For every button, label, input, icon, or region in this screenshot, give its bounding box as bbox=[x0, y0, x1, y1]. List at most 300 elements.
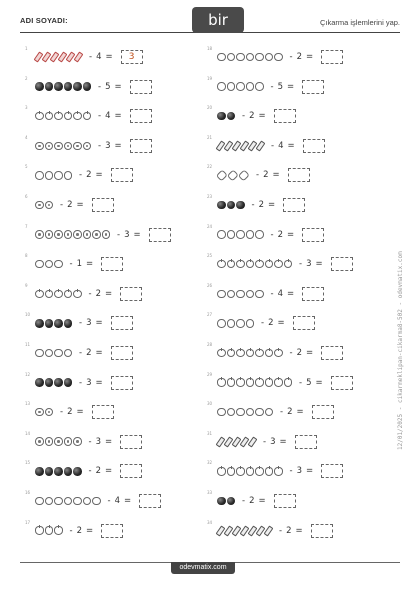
outline-icon bbox=[227, 82, 236, 91]
outline-icon bbox=[255, 82, 264, 91]
exercise-number: 12 bbox=[25, 371, 31, 377]
answer-box[interactable] bbox=[120, 464, 142, 478]
icon-group bbox=[35, 437, 82, 446]
equals-sign: = bbox=[287, 140, 295, 151]
outline-icon bbox=[35, 171, 44, 180]
apple-icon bbox=[265, 467, 274, 476]
icon-group bbox=[35, 230, 110, 239]
target-icon bbox=[45, 201, 54, 210]
answer-box[interactable] bbox=[283, 198, 305, 212]
instruction-text: Çıkarma işlemlerini yap. bbox=[319, 18, 400, 27]
icon-group bbox=[35, 290, 82, 299]
subtraction-row bbox=[35, 228, 171, 242]
target-icon bbox=[45, 437, 54, 446]
pencil-icon bbox=[256, 140, 266, 151]
outline-icon bbox=[227, 319, 236, 328]
minus-sign: - bbox=[251, 199, 255, 210]
minus-sign: - bbox=[69, 525, 73, 536]
subtraction-row bbox=[217, 316, 315, 330]
icon-group bbox=[217, 467, 283, 476]
answer-box[interactable] bbox=[92, 198, 114, 212]
outline-icon bbox=[246, 82, 255, 91]
subtrahend: 3 bbox=[86, 377, 92, 388]
exercise-number: 7 bbox=[25, 223, 28, 229]
apple-icon bbox=[246, 349, 255, 358]
answer-box[interactable] bbox=[293, 316, 315, 330]
icon-group bbox=[35, 467, 82, 476]
subtraction-row bbox=[217, 228, 324, 242]
equals-sign: = bbox=[105, 466, 113, 477]
minus-sign: - bbox=[79, 377, 83, 388]
target-icon bbox=[64, 437, 73, 446]
minus-sign: - bbox=[280, 407, 284, 418]
exercise-item bbox=[202, 342, 382, 372]
icon-group bbox=[217, 171, 249, 180]
apple-icon bbox=[274, 260, 283, 269]
target-icon bbox=[73, 437, 82, 446]
target-icon bbox=[83, 142, 92, 151]
exercise-number: 9 bbox=[25, 282, 28, 288]
exercise-item bbox=[20, 46, 200, 76]
exercise-number: 21 bbox=[207, 134, 213, 140]
outline-icon bbox=[45, 349, 54, 358]
subtrahend: 2 bbox=[286, 525, 292, 536]
exercise-item bbox=[202, 460, 382, 490]
exercise-item bbox=[20, 76, 200, 106]
answer-box[interactable] bbox=[311, 524, 333, 538]
exercise-number: 8 bbox=[25, 253, 28, 259]
exercise-number: 27 bbox=[207, 312, 213, 318]
exercise-item bbox=[202, 401, 382, 431]
link-icon bbox=[216, 170, 228, 182]
exercise-number: 6 bbox=[25, 193, 28, 199]
apple-icon bbox=[246, 378, 255, 387]
minus-sign: - bbox=[107, 495, 111, 506]
subtraction-row bbox=[35, 346, 133, 360]
answer-box[interactable] bbox=[111, 346, 133, 360]
outline-icon bbox=[35, 260, 44, 269]
subtrahend: 2 bbox=[258, 199, 264, 210]
answer-box[interactable] bbox=[312, 405, 334, 419]
icon-group bbox=[217, 260, 292, 269]
answer-box[interactable] bbox=[331, 376, 353, 390]
ball-icon bbox=[45, 467, 54, 476]
exercise-number: 16 bbox=[25, 489, 31, 495]
icon-group bbox=[35, 260, 63, 269]
subtraction-row bbox=[35, 139, 152, 153]
outline-icon bbox=[265, 53, 274, 62]
equals-sign: = bbox=[95, 347, 103, 358]
subtrahend: 2 bbox=[296, 52, 302, 62]
subtraction-row bbox=[217, 524, 333, 538]
outline-icon bbox=[45, 497, 54, 506]
answer-box[interactable] bbox=[302, 80, 324, 94]
answer-box[interactable] bbox=[111, 376, 133, 390]
answer-box[interactable] bbox=[288, 168, 310, 182]
target-icon bbox=[92, 230, 101, 239]
icon-group bbox=[35, 497, 101, 506]
equals-sign: = bbox=[268, 199, 276, 210]
target-icon bbox=[35, 437, 44, 446]
minus-sign: - bbox=[79, 170, 83, 181]
ball-icon bbox=[227, 201, 236, 210]
side-watermark-text: 12/01/2025 - cikarmeklipan-cikarma8-502 - odevmatix.com bbox=[397, 251, 404, 450]
icon-group bbox=[35, 526, 63, 535]
answer-box[interactable] bbox=[120, 435, 142, 449]
apple-icon bbox=[54, 290, 63, 299]
answer-box[interactable] bbox=[111, 168, 133, 182]
subtrahend: 4 bbox=[278, 140, 284, 151]
equals-sign: = bbox=[105, 288, 113, 299]
target-icon bbox=[102, 230, 111, 239]
exercise-number: 4 bbox=[25, 134, 28, 140]
minus-sign: - bbox=[242, 111, 246, 122]
exercise-item bbox=[20, 401, 200, 431]
pencil-icon bbox=[264, 525, 274, 536]
exercise-item bbox=[20, 194, 200, 224]
exercise-number: 3 bbox=[25, 105, 28, 111]
exercise-item bbox=[20, 490, 200, 520]
icon-group bbox=[35, 378, 72, 387]
outline-icon bbox=[217, 408, 226, 417]
outline-icon bbox=[217, 319, 226, 328]
icon-group bbox=[217, 497, 235, 506]
minus-sign: - bbox=[256, 170, 260, 181]
apple-icon bbox=[274, 378, 283, 387]
ball-icon bbox=[227, 112, 236, 121]
exercise-item bbox=[202, 312, 382, 342]
answer-box[interactable] bbox=[149, 228, 171, 242]
apple-icon bbox=[73, 112, 82, 121]
icon-group bbox=[35, 201, 53, 210]
subtrahend: 2 bbox=[249, 111, 255, 122]
answer-box[interactable] bbox=[274, 109, 296, 123]
exercise-number: 31 bbox=[207, 430, 213, 436]
target-icon bbox=[64, 230, 73, 239]
equals-sign: = bbox=[258, 495, 266, 506]
apple-icon bbox=[217, 349, 226, 358]
exercise-item bbox=[20, 460, 200, 490]
outline-icon bbox=[255, 408, 264, 417]
exercise-item bbox=[20, 431, 200, 461]
subtrahend: 5 bbox=[277, 81, 283, 92]
minus-sign: - bbox=[289, 466, 293, 477]
minus-sign: - bbox=[79, 347, 83, 358]
apple-icon bbox=[284, 378, 293, 387]
exercise-number: 14 bbox=[25, 430, 31, 436]
target-icon bbox=[35, 408, 44, 417]
exercise-item bbox=[202, 46, 382, 76]
target-icon bbox=[45, 408, 54, 417]
apple-icon bbox=[284, 260, 293, 269]
ball-icon bbox=[64, 467, 73, 476]
subtraction-row bbox=[35, 80, 152, 94]
subtrahend: 3 bbox=[105, 140, 111, 151]
equals-sign: = bbox=[95, 318, 103, 329]
subtraction-row bbox=[35, 198, 114, 212]
answer-box[interactable] bbox=[321, 50, 343, 64]
exercise-number: 32 bbox=[207, 460, 213, 466]
exercise-item bbox=[20, 105, 200, 135]
apple-icon bbox=[274, 349, 283, 358]
outline-icon bbox=[236, 408, 245, 417]
subtrahend: 2 bbox=[287, 407, 293, 418]
equals-sign: = bbox=[114, 81, 122, 92]
ball-icon bbox=[54, 378, 63, 387]
target-icon bbox=[35, 230, 44, 239]
outline-icon bbox=[227, 53, 236, 62]
outline-icon bbox=[54, 349, 63, 358]
exercise-number: 25 bbox=[207, 253, 213, 259]
answer-box[interactable] bbox=[101, 524, 123, 538]
outline-icon bbox=[217, 290, 226, 299]
apple-icon bbox=[35, 290, 44, 299]
apple-icon bbox=[64, 112, 73, 121]
ball-icon bbox=[54, 82, 63, 91]
subtraction-row bbox=[217, 139, 325, 153]
equals-sign: = bbox=[277, 318, 285, 329]
exercise-number: 11 bbox=[25, 341, 31, 347]
answer-box[interactable] bbox=[92, 405, 114, 419]
subtrahend: 2 bbox=[263, 170, 269, 181]
subtrahend: 1 bbox=[76, 259, 82, 270]
outline-icon bbox=[217, 82, 226, 91]
exercise-item bbox=[20, 253, 200, 283]
target-icon bbox=[54, 437, 63, 446]
apple-icon bbox=[227, 378, 236, 387]
answer-box[interactable] bbox=[302, 228, 324, 242]
apple-icon bbox=[217, 467, 226, 476]
target-icon bbox=[64, 142, 73, 151]
equals-sign: = bbox=[114, 140, 122, 151]
subtrahend: 2 bbox=[249, 495, 255, 506]
subtrahend: 2 bbox=[95, 466, 101, 477]
outline-icon bbox=[64, 349, 73, 358]
outline-icon bbox=[236, 319, 245, 328]
outline-icon bbox=[255, 290, 264, 299]
ball-icon bbox=[45, 82, 54, 91]
ball-icon bbox=[35, 467, 44, 476]
ball-icon bbox=[217, 201, 226, 210]
exercise-number: 30 bbox=[207, 401, 213, 407]
exercise-number: 10 bbox=[25, 312, 31, 318]
ball-icon bbox=[35, 82, 44, 91]
minus-sign: - bbox=[60, 199, 64, 210]
subtraction-row bbox=[217, 464, 343, 478]
answer-box[interactable] bbox=[130, 80, 152, 94]
exercise-number: 2 bbox=[25, 75, 28, 81]
exercise-item bbox=[202, 253, 382, 283]
icon-group bbox=[217, 437, 256, 447]
minus-sign: - bbox=[69, 259, 73, 270]
ball-icon bbox=[35, 319, 44, 328]
equals-sign: = bbox=[124, 495, 132, 506]
icon-group bbox=[217, 319, 254, 328]
outline-icon bbox=[255, 53, 264, 62]
equals-sign: = bbox=[105, 436, 113, 447]
exercise-item bbox=[202, 105, 382, 135]
subtrahend: 2 bbox=[67, 407, 73, 418]
apple-icon bbox=[217, 260, 226, 269]
minus-sign: - bbox=[98, 140, 102, 151]
answer-box[interactable] bbox=[130, 139, 152, 153]
subtrahend: 3 bbox=[306, 259, 312, 270]
minus-sign: - bbox=[270, 229, 274, 240]
outline-icon bbox=[236, 230, 245, 239]
equals-sign: = bbox=[76, 407, 84, 418]
subtraction-row bbox=[35, 494, 161, 508]
outline-icon bbox=[54, 497, 63, 506]
answer-box[interactable] bbox=[331, 257, 353, 271]
answer-box[interactable] bbox=[321, 346, 343, 360]
subtrahend: 2 bbox=[268, 318, 274, 329]
target-icon bbox=[45, 142, 54, 151]
apple-icon bbox=[255, 467, 264, 476]
icon-group bbox=[35, 112, 91, 121]
outline-icon bbox=[54, 171, 63, 180]
subtrahend: 3 bbox=[270, 436, 276, 447]
subtrahend: 4 bbox=[277, 288, 283, 299]
answer-box[interactable]: 3 bbox=[121, 50, 143, 64]
ball-icon bbox=[64, 82, 73, 91]
equals-sign: = bbox=[133, 229, 141, 240]
answer-box[interactable] bbox=[120, 287, 142, 301]
apple-icon bbox=[274, 467, 283, 476]
apple-icon bbox=[265, 260, 274, 269]
minus-sign: - bbox=[299, 259, 303, 270]
subtraction-row bbox=[217, 50, 343, 64]
apple-icon bbox=[246, 467, 255, 476]
exercise-item bbox=[202, 164, 382, 194]
minus-sign: - bbox=[89, 52, 93, 62]
exercise-item bbox=[20, 520, 200, 550]
subtraction-row bbox=[35, 524, 123, 538]
exercise-item bbox=[202, 283, 382, 313]
minus-sign: - bbox=[289, 347, 293, 358]
outline-icon bbox=[73, 497, 82, 506]
equals-sign: = bbox=[114, 111, 122, 122]
link-icon bbox=[238, 170, 250, 182]
exercise-item bbox=[202, 135, 382, 165]
apple-icon bbox=[54, 526, 63, 535]
icon-group bbox=[217, 82, 264, 91]
subtraction-row bbox=[35, 257, 123, 271]
target-icon bbox=[35, 201, 44, 210]
equals-sign: = bbox=[306, 52, 314, 62]
outline-icon bbox=[265, 408, 274, 417]
icon-group bbox=[217, 230, 264, 239]
exercise-number: 24 bbox=[207, 223, 213, 229]
answer-box[interactable] bbox=[321, 464, 343, 478]
footer-brand: odevmatix.com bbox=[171, 562, 235, 574]
exercise-number: 20 bbox=[207, 105, 213, 111]
apple-icon bbox=[54, 112, 63, 121]
equals-sign: = bbox=[306, 466, 314, 477]
subtrahend: 5 bbox=[306, 377, 312, 388]
equals-sign: = bbox=[296, 407, 304, 418]
answer-box[interactable] bbox=[101, 257, 123, 271]
target-icon bbox=[73, 230, 82, 239]
target-icon bbox=[54, 230, 63, 239]
outline-icon bbox=[246, 53, 255, 62]
answer-box[interactable] bbox=[274, 494, 296, 508]
minus-sign: - bbox=[242, 495, 246, 506]
minus-sign: - bbox=[88, 436, 92, 447]
equals-sign: = bbox=[76, 199, 84, 210]
equals-sign: = bbox=[306, 347, 314, 358]
subtraction-row bbox=[217, 287, 324, 301]
exercise-item bbox=[20, 372, 200, 402]
apple-icon bbox=[255, 349, 264, 358]
answer-box[interactable] bbox=[303, 139, 325, 153]
minus-sign: - bbox=[299, 377, 303, 388]
subtraction-row bbox=[217, 109, 296, 123]
subtraction-row bbox=[217, 376, 353, 390]
minus-sign: - bbox=[60, 407, 64, 418]
icon-group bbox=[35, 142, 91, 151]
subtraction-row bbox=[217, 80, 324, 94]
exercise-number: 33 bbox=[207, 489, 213, 495]
exercise-item bbox=[20, 312, 200, 342]
icon-group bbox=[35, 349, 72, 358]
subtrahend: 2 bbox=[277, 229, 283, 240]
subtraction-row bbox=[217, 405, 334, 419]
exercise-item bbox=[202, 431, 382, 461]
outline-icon bbox=[35, 349, 44, 358]
icon-group bbox=[217, 408, 273, 417]
minus-sign: - bbox=[88, 288, 92, 299]
icon-group bbox=[217, 201, 245, 210]
apple-icon bbox=[227, 349, 236, 358]
apple-icon bbox=[45, 526, 54, 535]
exercise-number: 19 bbox=[207, 75, 213, 81]
apple-icon bbox=[35, 526, 44, 535]
icon-group bbox=[217, 112, 235, 121]
subtrahend: 2 bbox=[67, 199, 73, 210]
minus-sign: - bbox=[98, 81, 102, 92]
icon-group bbox=[217, 349, 283, 358]
outline-icon bbox=[64, 171, 73, 180]
exercise-number: 5 bbox=[25, 164, 28, 170]
minus-sign: - bbox=[289, 52, 293, 62]
apple-icon bbox=[236, 378, 245, 387]
minus-sign: - bbox=[279, 525, 283, 536]
minus-sign: - bbox=[117, 229, 121, 240]
subtrahend: 2 bbox=[86, 170, 92, 181]
icon-group bbox=[217, 526, 272, 536]
ball-icon bbox=[83, 82, 92, 91]
exercise-item bbox=[20, 164, 200, 194]
answer-box[interactable] bbox=[130, 109, 152, 123]
ball-icon bbox=[35, 378, 44, 387]
exercise-number: 18 bbox=[207, 46, 213, 51]
answer-box[interactable] bbox=[111, 316, 133, 330]
answer-box[interactable] bbox=[139, 494, 161, 508]
exercise-item bbox=[20, 342, 200, 372]
outline-icon bbox=[255, 230, 264, 239]
ball-icon bbox=[236, 201, 245, 210]
subtraction-row bbox=[217, 257, 353, 271]
answer-box[interactable] bbox=[302, 287, 324, 301]
outline-icon bbox=[83, 497, 92, 506]
subtraction-row bbox=[217, 198, 305, 212]
target-icon bbox=[54, 142, 63, 151]
icon-group bbox=[35, 171, 72, 180]
outline-icon bbox=[217, 230, 226, 239]
minus-sign: - bbox=[88, 466, 92, 477]
answer-box[interactable] bbox=[295, 435, 317, 449]
exercise-item bbox=[202, 490, 382, 520]
